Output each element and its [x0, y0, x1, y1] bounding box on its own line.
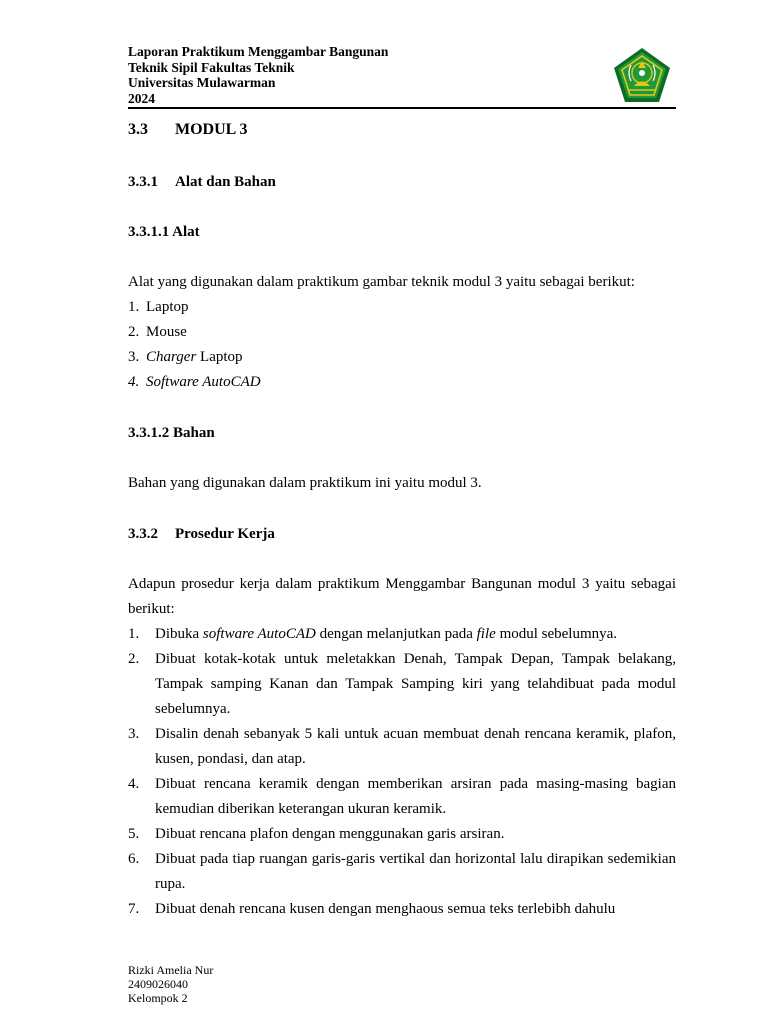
- subsection-title: Prosedur Kerja: [175, 526, 275, 542]
- subsection-heading-prosedur: [128, 526, 275, 543]
- subsection-heading-alat-bahan: [128, 174, 276, 191]
- paragraph-bahan: Bahan yang digunakan dalam praktikum ini yaitu modul 3.: [128, 475, 482, 491]
- list-item: 7. Dibuat denah rencana kusen dengan menghaous semua teks terlebibh dahulu: [128, 901, 616, 917]
- footer-group: Kelompok 2: [128, 991, 188, 1005]
- subsection-title: Alat dan Bahan: [175, 174, 276, 190]
- list-item: 3. Charger Laptop: [128, 349, 243, 365]
- footer-student-id: 2409026040: [128, 977, 188, 991]
- header-text: [128, 44, 676, 106]
- list-item: 3. Disalin denah sebanyak 5 kali untuk acuan membuat denah rencana keramik, plafon, kusen, pondasi, dan atap.: [128, 726, 676, 767]
- paragraph-alat-intro: Alat yang digunakan dalam praktikum gambar teknik modul 3 yaitu sebagai berikut:: [128, 274, 635, 290]
- section-title: MODUL 3: [175, 121, 248, 138]
- list-prosedur: [128, 622, 676, 922]
- paragraph-prosedur-intro: Adapun prosedur kerja dalam praktikum Menggambar Bangunan modul 3 yaitu sebagai berikut:: [128, 576, 676, 617]
- header-line-year: 2024: [128, 90, 155, 106]
- page-footer: [128, 963, 213, 1005]
- list-item: 1. Laptop: [128, 299, 189, 315]
- university-logo-icon: [612, 46, 672, 104]
- list-item: 4. Dibuat rencana keramik dengan memberikan arsiran pada masing-masing bagian kemudian diberikan keterangan ukuran keramik.: [128, 776, 676, 817]
- list-alat: [128, 295, 676, 395]
- list-item: 6. Dibuat pada tiap ruangan garis-garis vertikal dan horizontal lalu dirapikan sedemikian rupa.: [128, 851, 676, 892]
- list-item: 2. Dibuat kotak-kotak untuk meletakkan Denah, Tampak Depan, Tampak belakang, Tampak samping Kanan dan Tampak Samping kiri yang telahdibuat pada modul sebelumnya.: [128, 651, 676, 717]
- list-item: 2. Mouse: [128, 324, 187, 340]
- page-header: [128, 44, 676, 106]
- section-heading: [128, 121, 247, 139]
- header-line-faculty: Teknik Sipil Fakultas Teknik: [128, 59, 295, 75]
- heading-bahan: 3.3.1.2 Bahan: [128, 425, 215, 441]
- subsection-number: 3.3.2: [128, 526, 158, 542]
- section-number: 3.3: [128, 121, 148, 138]
- list-item: 1. Dibuka software AutoCAD dengan melanjutkan pada file modul sebelumnya.: [128, 626, 618, 642]
- header-divider: [128, 107, 676, 109]
- heading-alat: 3.3.1.1 Alat: [128, 224, 200, 240]
- subsection-number: 3.3.1: [128, 174, 158, 190]
- list-item: 4. Software AutoCAD: [128, 374, 261, 390]
- list-item: 5. Dibuat rencana plafon dengan menggunakan garis arsiran.: [128, 826, 505, 842]
- footer-author-name: Rizki Amelia Nur: [128, 963, 214, 977]
- header-line-university: Universitas Mulawarman: [128, 75, 276, 90]
- header-line-report: Laporan Praktikum Menggambar Bangunan: [128, 44, 389, 59]
